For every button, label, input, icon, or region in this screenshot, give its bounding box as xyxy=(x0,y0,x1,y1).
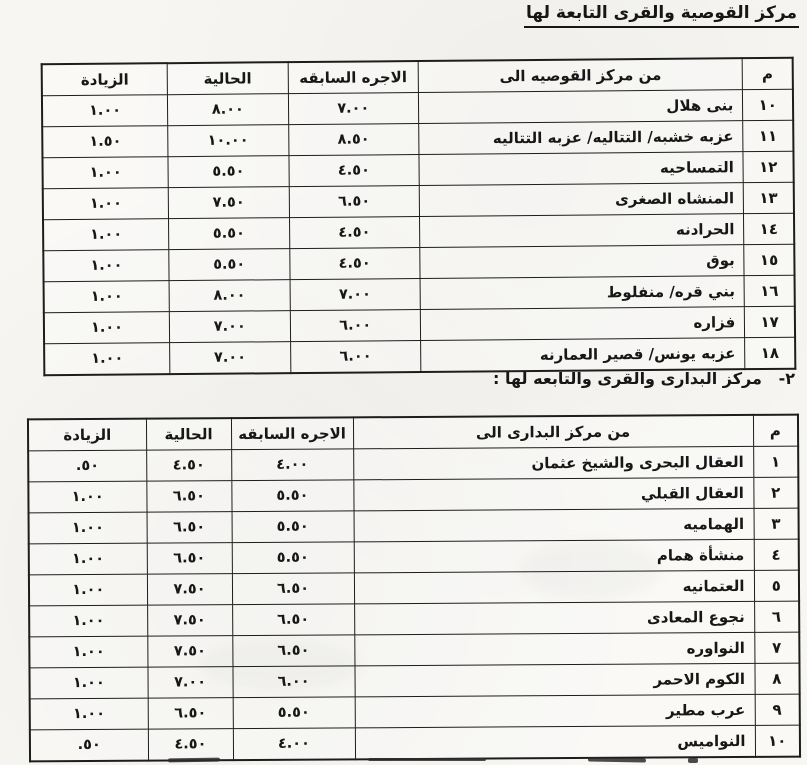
table-row xyxy=(29,663,799,699)
cell-route: الكوم الاحمر xyxy=(354,663,754,696)
cell-current: ٧.٠٠ xyxy=(169,311,290,343)
table-row xyxy=(29,508,799,544)
cell-num: ١٠ xyxy=(755,725,800,757)
cell-increase: ١.٠٠ xyxy=(43,250,169,282)
cell-prev: ٥.٥٠ xyxy=(231,480,353,512)
cell-num: ١٦ xyxy=(744,275,794,306)
cell-route: بنى هلال xyxy=(418,90,743,124)
cell-route: النواوره xyxy=(354,632,754,665)
section2-title: ٢- مركز البدارى والقرى والتابعه لها : xyxy=(493,369,795,388)
cell-prev: ٦.٠٠ xyxy=(232,666,354,698)
cell-prev: ٦.٥٠ xyxy=(232,573,354,605)
cell-prev: ٦.٠٠ xyxy=(290,340,421,373)
qusiya-table-body xyxy=(42,89,795,375)
cell-num: ٨ xyxy=(754,663,799,694)
badari-table-body xyxy=(28,446,800,761)
badari-fares-table xyxy=(27,414,801,763)
col-header-num: م xyxy=(742,58,792,90)
cell-current: ٧.٠٠ xyxy=(170,342,291,375)
cutoff-text-remnants xyxy=(0,756,807,765)
cell-increase: ١.٥٠ xyxy=(42,126,168,158)
cell-num: ٦ xyxy=(754,601,799,632)
table-row xyxy=(28,446,798,482)
cell-num: ١٨ xyxy=(745,337,795,369)
cell-current: ٧.٥٠ xyxy=(168,187,289,219)
cell-current: ٤.٥٠ xyxy=(146,450,231,482)
cell-increase: ١.٠٠ xyxy=(42,157,168,189)
cell-prev: ٤.٥٠ xyxy=(289,216,420,248)
cell-route: نجوع المعادى xyxy=(354,601,754,634)
cell-prev: ٥.٥٠ xyxy=(233,697,355,729)
page-title: مركز القوصية والقرى التابعة لها xyxy=(524,3,799,28)
cell-num: ١١ xyxy=(743,120,793,151)
cell-increase: ١.٠٠ xyxy=(29,512,147,544)
cell-increase: ١.٠٠ xyxy=(42,95,168,127)
col-header-route: من مركز البدارى الى xyxy=(353,415,753,449)
col-header-increase: الزيادة xyxy=(28,419,146,451)
cell-route: المنشاه الصغرى xyxy=(419,183,744,217)
cell-route: الهماميه xyxy=(354,508,754,541)
cell-num: ٢ xyxy=(753,477,798,508)
cell-current: ٧.٥٠ xyxy=(147,574,232,606)
cell-current: ١٠.٠٠ xyxy=(168,125,289,157)
cell-prev: ٦.٠٠ xyxy=(290,309,421,341)
cell-current: ٥.٥٠ xyxy=(168,156,289,188)
cell-route: فزاره xyxy=(420,307,745,341)
table-header-row xyxy=(28,415,798,451)
cell-route: بني قره/ منفلوط xyxy=(420,276,745,310)
col-header-route: من مركز القوصيه الى xyxy=(418,58,743,92)
cell-increase: ١.٠٠ xyxy=(30,698,148,730)
cell-increase: ١.٠٠ xyxy=(44,281,170,313)
cell-route: عزبه خشبه/ التتاليه/ عزبه التتاليه xyxy=(419,121,744,155)
cell-prev: ٥.٥٠ xyxy=(232,511,354,543)
cell-current: ٨.٠٠ xyxy=(167,94,288,126)
cell-prev: ٦.٥٠ xyxy=(232,635,354,667)
cell-route: الحرادنه xyxy=(420,214,745,248)
cell-increase: .٥٠ xyxy=(30,729,148,761)
cell-route: العقال البحرى والشيخ عثمان xyxy=(353,446,753,479)
cell-num: ١٥ xyxy=(744,244,794,275)
table-row xyxy=(29,539,799,575)
cell-increase: ١.٠٠ xyxy=(29,636,147,668)
col-header-current-fare: الحالية xyxy=(146,418,231,450)
cell-prev: ٤.٠٠ xyxy=(231,449,353,481)
cell-current: ٦.٥٠ xyxy=(147,512,232,544)
qusiya-fares-table xyxy=(41,57,797,377)
cell-current: ٦.٥٠ xyxy=(147,543,232,575)
cell-prev: ٦.٥٠ xyxy=(232,604,354,636)
cell-current: ٨.٠٠ xyxy=(169,280,290,312)
cell-current: ٤.٥٠ xyxy=(148,729,233,761)
cell-prev: ٧.٠٠ xyxy=(288,92,419,124)
cell-num: ١ xyxy=(753,446,798,477)
cell-increase: ١.٠٠ xyxy=(29,543,147,575)
cell-increase: ١.٠٠ xyxy=(29,667,147,699)
table-row xyxy=(29,601,799,637)
cell-route: العتمانيه xyxy=(354,570,754,603)
table-row xyxy=(28,477,798,513)
cell-increase: ١.٠٠ xyxy=(43,219,169,251)
cell-increase: ١.٠٠ xyxy=(44,312,170,344)
cell-num: ١٢ xyxy=(743,151,793,182)
cell-current: ٥.٥٠ xyxy=(169,249,290,281)
cell-num: ٥ xyxy=(754,570,799,601)
cell-num: ١٣ xyxy=(744,182,794,213)
col-header-previous-fare: الاجره السابقه xyxy=(231,417,353,449)
cell-increase: ١.٠٠ xyxy=(28,481,146,513)
table-row xyxy=(29,632,799,668)
cell-current: ٧.٠٠ xyxy=(147,667,232,699)
cell-route: بوق xyxy=(420,245,745,279)
cell-increase: ١.٠٠ xyxy=(44,343,170,376)
cell-prev: ٧.٠٠ xyxy=(290,278,421,310)
cell-increase: ١.٠٠ xyxy=(29,574,147,606)
table-row xyxy=(29,570,799,606)
cell-num: ٤ xyxy=(754,539,799,570)
cell-route: التمساحيه xyxy=(419,152,744,186)
cell-current: ٧.٥٠ xyxy=(147,636,232,668)
table-row xyxy=(30,694,800,730)
cell-route: النواميس xyxy=(355,725,755,759)
cell-route: العقال القبلي xyxy=(353,477,753,510)
col-header-previous-fare: الاجره السابقه xyxy=(288,61,419,94)
cell-num: ٩ xyxy=(755,694,800,725)
cell-route: عرب مطير xyxy=(355,694,755,727)
cell-num: ٣ xyxy=(754,508,799,539)
cell-current: ٦.٥٠ xyxy=(146,481,231,513)
cell-increase: ١.٠٠ xyxy=(29,605,147,637)
cell-num: ١٠ xyxy=(743,89,793,120)
badari-table-container xyxy=(27,414,799,763)
cell-current: ٧.٥٠ xyxy=(147,605,232,637)
col-header-increase: الزيادة xyxy=(42,63,168,96)
cell-num: ١٤ xyxy=(744,213,794,244)
cell-num: ١٧ xyxy=(745,306,795,337)
cell-current: ٥.٥٠ xyxy=(169,218,290,250)
cell-num: ٧ xyxy=(754,632,799,663)
cell-prev: ٤.٥٠ xyxy=(288,154,419,186)
cell-prev: ٦.٥٠ xyxy=(289,185,420,217)
col-header-num: م xyxy=(753,415,798,447)
cell-route: منشأة همام xyxy=(354,539,754,572)
cell-prev: ٤.٠٠ xyxy=(233,728,355,760)
col-header-current-fare: الحالية xyxy=(167,62,288,95)
cell-prev: ٥.٥٠ xyxy=(232,542,354,574)
cell-increase: ١.٠٠ xyxy=(43,188,169,220)
cell-increase: .٥٠ xyxy=(28,450,146,482)
qusiya-table-container xyxy=(41,57,797,377)
cell-prev: ٨.٥٠ xyxy=(288,123,419,155)
cell-route: عزبه يونس/ قصير العمارنه xyxy=(421,338,746,372)
cell-prev: ٤.٥٠ xyxy=(289,247,420,279)
cell-current: ٦.٥٠ xyxy=(148,698,233,730)
